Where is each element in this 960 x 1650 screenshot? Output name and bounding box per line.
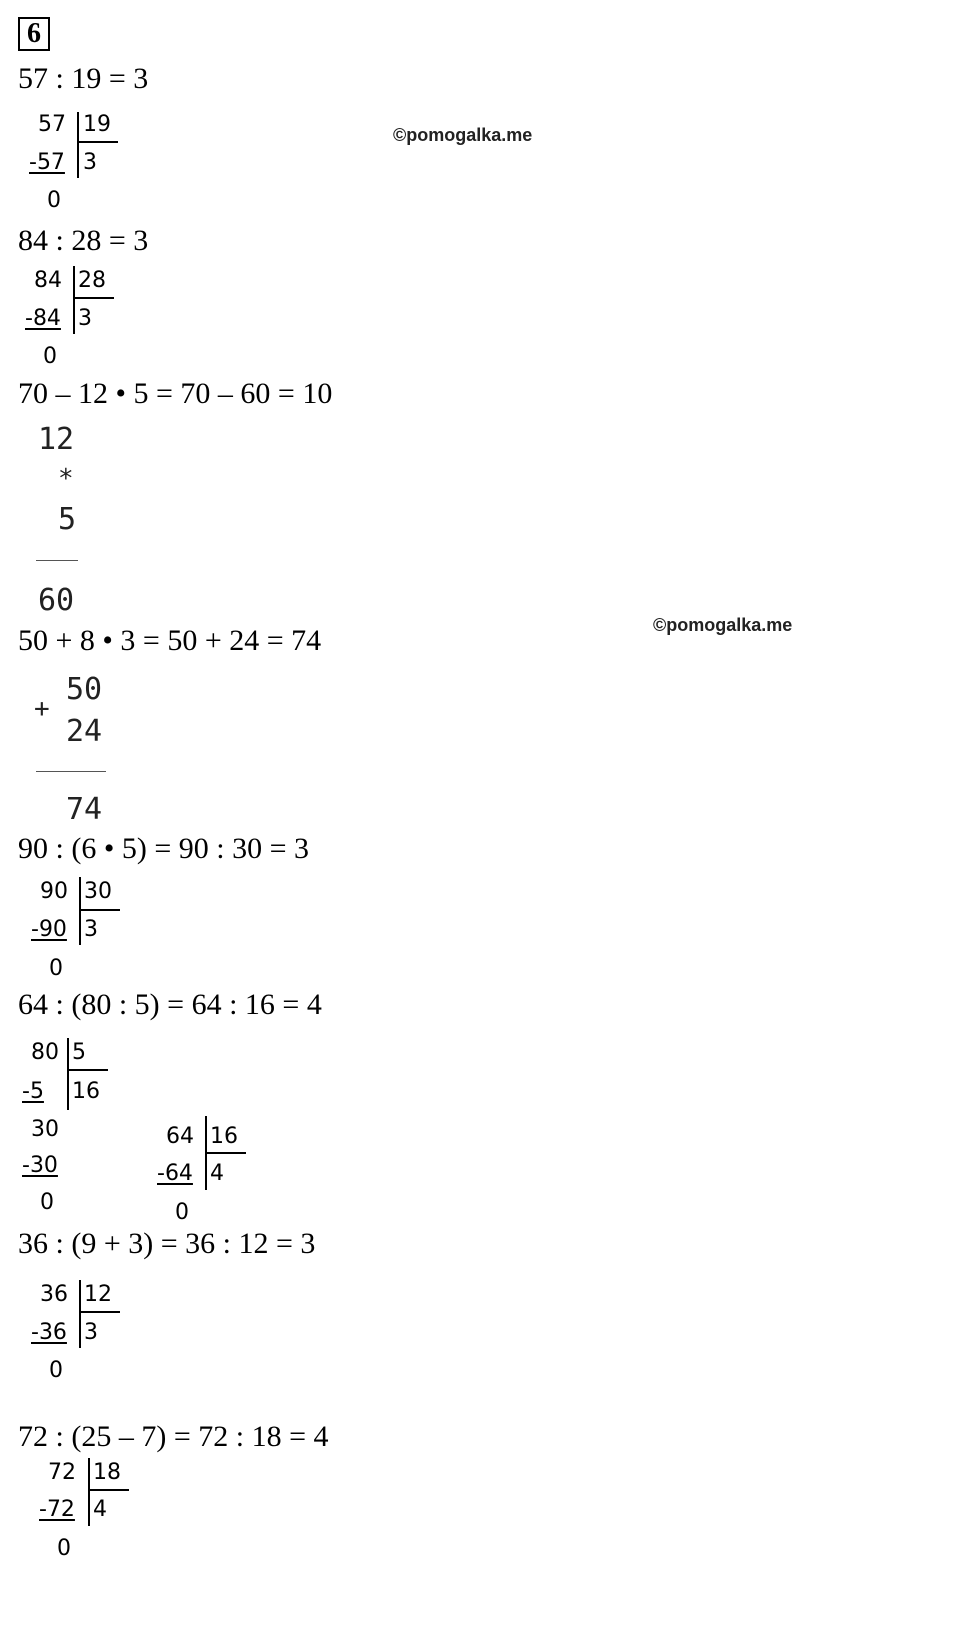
sum: 74 (66, 792, 103, 827)
quotient: 4 (93, 1497, 107, 1522)
subtrahend: -36 (31, 1320, 67, 1345)
dividend: 80 (31, 1040, 59, 1065)
divisor: 16 (210, 1124, 238, 1149)
equation-line: 36 : (9 + 3) = 36 : 12 = 3 (18, 1227, 316, 1260)
quotient: 4 (210, 1161, 224, 1186)
equation-line: 70 – 12 • 5 = 70 – 60 = 10 (18, 377, 333, 410)
quotient: 3 (78, 306, 92, 331)
partial-dividend: 30 (31, 1117, 59, 1142)
equation-line: 72 : (25 – 7) = 72 : 18 = 4 (18, 1420, 329, 1453)
divisor: 5 (72, 1040, 86, 1065)
dividend: 72 (48, 1460, 76, 1485)
equation-line: 90 : (6 • 5) = 90 : 30 = 3 (18, 832, 309, 865)
remainder: 0 (175, 1200, 189, 1225)
addend-bottom: 24 (66, 714, 103, 749)
task-number: 6 (27, 18, 41, 49)
subtrahend: -5 (22, 1079, 44, 1104)
remainder: 0 (40, 1190, 54, 1215)
watermark: ©pomogalka.me (393, 125, 533, 145)
dividend: 57 (38, 112, 66, 137)
divisor: 18 (93, 1460, 121, 1485)
remainder: 0 (49, 1358, 63, 1383)
equation-line: 64 : (80 : 5) = 64 : 16 = 4 (18, 988, 322, 1021)
subtrahend: -90 (31, 917, 67, 942)
subtrahend: -57 (29, 150, 65, 175)
addend-top: 50 (66, 672, 103, 707)
dividend: 90 (40, 879, 68, 904)
equation-line: 57 : 19 = 3 (18, 62, 149, 95)
remainder: 0 (47, 188, 61, 213)
equation-line: 84 : 28 = 3 (18, 224, 149, 257)
subtrahend: -64 (157, 1161, 193, 1186)
remainder: 0 (49, 956, 63, 981)
remainder: 0 (57, 1536, 71, 1561)
plus-operator: + (34, 694, 50, 724)
quotient: 16 (72, 1079, 100, 1104)
divisor: 30 (84, 879, 112, 904)
multiplier: 5 (58, 502, 77, 537)
divisor: 12 (84, 1282, 112, 1307)
subtrahend: -84 (25, 306, 61, 331)
dividend: 64 (166, 1124, 194, 1149)
multiply-operator: * (58, 464, 74, 494)
quotient: 3 (84, 917, 98, 942)
dividend: 36 (40, 1282, 68, 1307)
product: 60 (38, 583, 75, 618)
watermark: ©pomogalka.me (653, 615, 793, 635)
equation-line: 50 + 8 • 3 = 50 + 24 = 74 (18, 624, 322, 657)
divisor: 28 (78, 268, 106, 293)
dividend: 84 (34, 268, 62, 293)
divisor: 19 (83, 112, 111, 137)
quotient: 3 (83, 150, 97, 175)
remainder: 0 (43, 344, 57, 369)
quotient: 3 (84, 1320, 98, 1345)
subtrahend: -72 (39, 1497, 75, 1522)
task-number-box (18, 17, 50, 51)
subtrahend: -30 (22, 1153, 58, 1178)
multiplicand: 12 (38, 422, 75, 457)
